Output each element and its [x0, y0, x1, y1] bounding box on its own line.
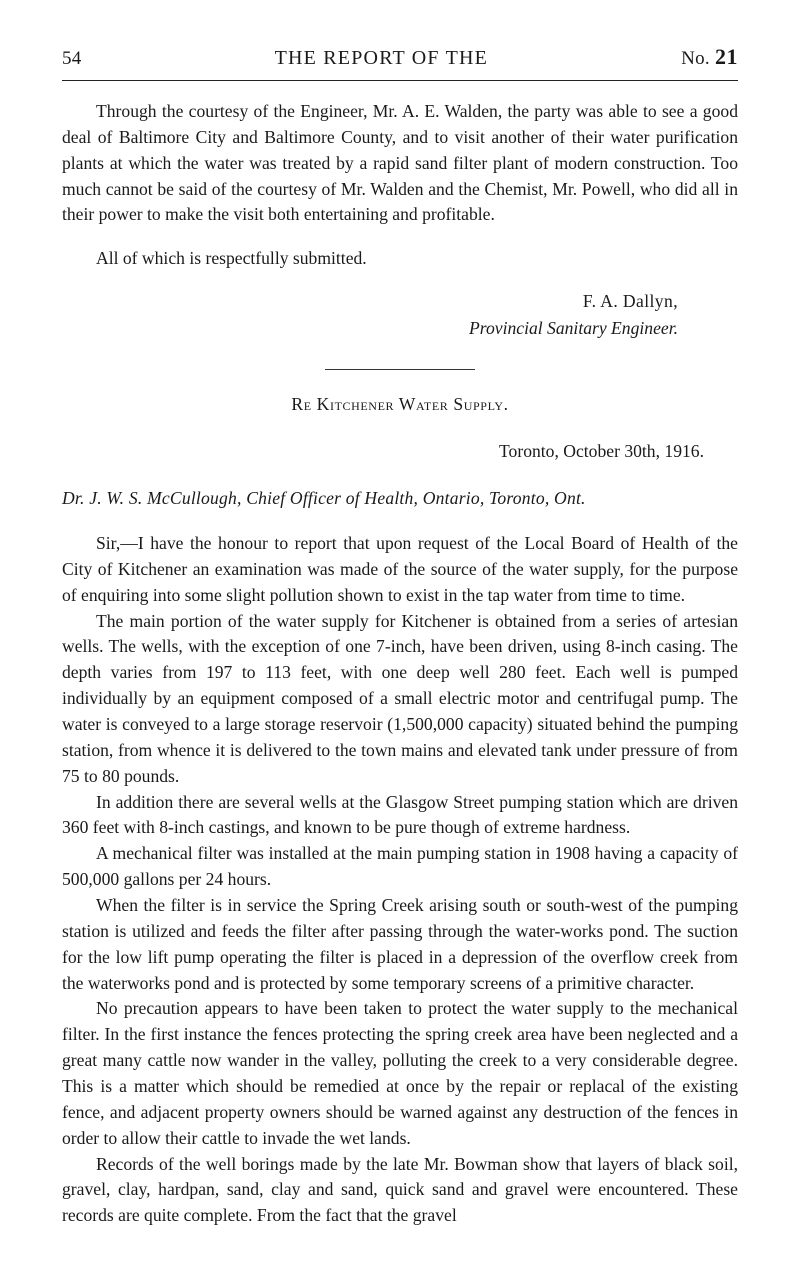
intro-block — [62, 99, 738, 228]
body-paragraph-2: The main portion of the water supply for Kitchener is obtained from a series of artesian wells. The wells, with the exception of one 7-inch, have been driven, using 8-inch casing. The depth varies from 197 to 113 feet, with one deep well 280 feet. Each well is pumped individually by an equipment composed of a small electric motor and centrifugal pump. The water is conveyed to a large storage reservoir (1,500,000 capacity) situated behind the pumping station, from whence it is delivered to the town mains and elevated tank under pressure of from 75 to 80 pounds. — [62, 610, 738, 786]
closing-line: All of which is respectfully submitted. — [96, 248, 367, 269]
section-heading: Re Kitchener Water Supply. — [291, 393, 509, 414]
dateline: Toronto, October 30th, 1916. — [499, 440, 704, 461]
report-number — [681, 44, 738, 70]
body-paragraph-4: A mechanical filter was installed at the main pumping station in 1908 having a capacity of 500,000 gallons per 24 hours. — [62, 843, 738, 890]
body-paragraph-7: Records of the well borings made by the late Mr. Bowman show that layers of black soil, gravel, clay, hardpan, sand, clay and sand, quick sand and gravel were encountered. These records are quite complete. From the fact that the gravel — [62, 1153, 738, 1226]
running-head — [62, 44, 738, 70]
report-number-value: 21 — [715, 44, 738, 69]
body-paragraph-5: When the filter is in service the Spring Creek arising south or south-west of the pumping station is utilized and feeds the filter after passing through the water-works pond. The suction for the low lift pump operating the filter is placed in a depression of the overflow creek from the waterworks pond and is protected by some temporary screens of a primitive character. — [62, 894, 738, 993]
body-paragraph-6: No precaution appears to have been taken to protect the water supply to the mechanical filter. In the first instance the fences protecting the spring creek area have been neglected and a great many cattle now wander in the valley, polluting the creek to a very considerable degree. This is a matter which should be remedied at once by the repair or replacal of the existing fence, and adjacent property owners should be warned against any destruction of the fences in order to allow their cattle to invade the wet lands. — [62, 998, 738, 1148]
body-paragraph-1: Sir,—I have the honour to report that upon request of the Local Board of Health of the City of Kitchener an examination was made of the source of the water supply, for the purpose of enquiring into some slight pollution shown to exist in the tap water from time to time. — [62, 532, 738, 605]
page-title: THE REPORT OF THE — [274, 47, 489, 69]
addressee: Dr. J. W. S. McCullough, Chief Officer of Health, Ontario, Toronto, Ont. — [62, 487, 586, 508]
body-paragraph-3: In addition there are several wells at the Glasgow Street pumping station which are driven 360 feet with 8-inch castings, and known to be pure though of extreme hardness. — [62, 791, 738, 838]
header-divider — [62, 80, 738, 81]
signature-block — [62, 288, 738, 341]
closing-block — [62, 246, 738, 272]
intro-paragraph: Through the courtesy of the Engineer, Mr. A. E. Walden, the party was able to see a good deal of Baltimore City and Baltimore County, and to visit another of their water purification plants at which the water was treated by a rapid sand filter plant of modern construction. Too much cannot be said of the courtesy of Mr. Walden and the Chemist, Mr. Powell, who did all in their power to make the visit both entertaining and profitable. — [62, 101, 738, 225]
page-number-left: 54 — [62, 48, 82, 69]
report-number-label: No. — [681, 48, 710, 69]
section-separator — [325, 369, 475, 370]
signature-title: Provincial Sanitary Engineer. — [469, 317, 678, 338]
section-body — [62, 531, 738, 1229]
signature-name: F. A. Dallyn, — [582, 291, 678, 312]
